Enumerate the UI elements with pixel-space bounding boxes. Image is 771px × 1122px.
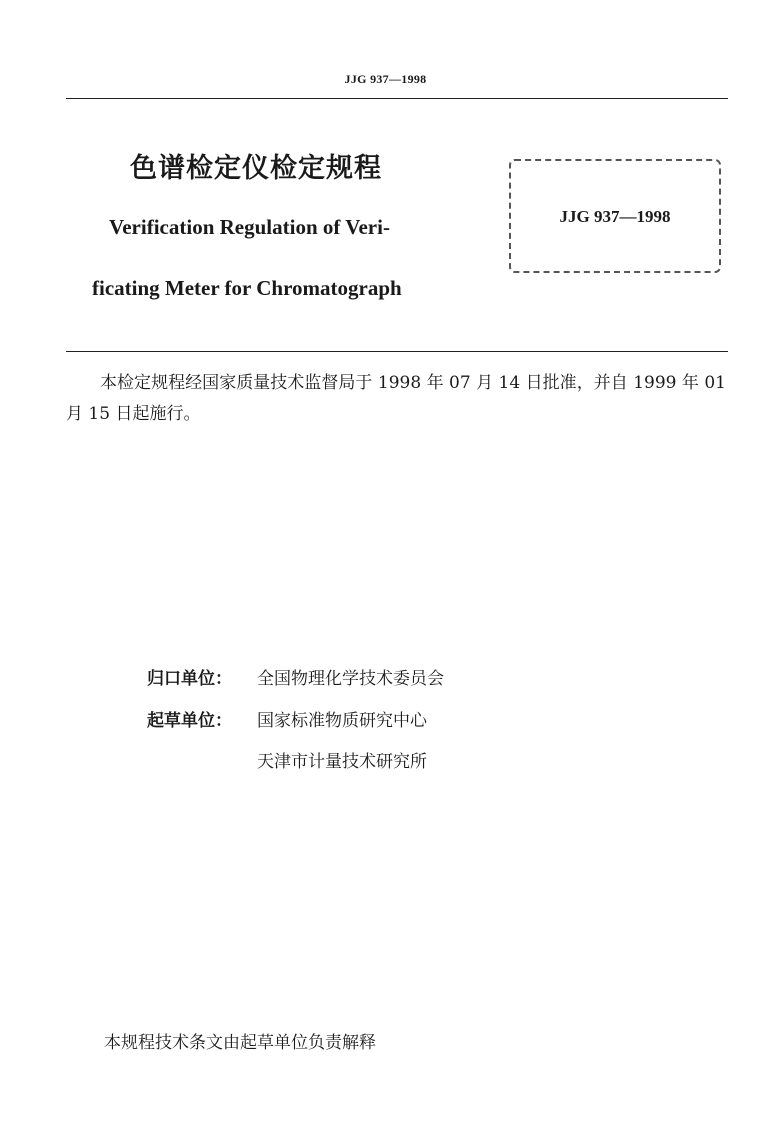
document-title-english-line2: ficating Meter for Chromatograph bbox=[92, 276, 402, 300]
document-title-english-line1: Verification Regulation of Veri- bbox=[109, 215, 390, 239]
drafting-unit-value-2: 天津市计量技术研究所 bbox=[257, 752, 427, 772]
responsible-unit-value: 全国物理化学技术委员会 bbox=[257, 669, 444, 689]
header-standard-code: JJG 937—1998 bbox=[344, 72, 427, 86]
responsible-unit-label: 归口单位： bbox=[147, 669, 232, 689]
drafting-unit-label: 起草单位： bbox=[147, 711, 232, 731]
approval-statement: 本检定规程经国家质量技术监督局于 1998 年 07 月 14 日批准，并自 1999 年 01 月 15 日起施行。 bbox=[66, 373, 726, 424]
interpretation-note: 本规程技术条文由起草单位负责解释 bbox=[104, 1033, 376, 1053]
drafting-unit-row bbox=[147, 706, 427, 731]
header-divider bbox=[66, 98, 728, 99]
drafting-unit-value-1: 国家标准物质研究中心 bbox=[257, 711, 427, 731]
responsible-unit-row bbox=[147, 664, 444, 689]
standard-code-box-label: JJG 937—1998 bbox=[559, 207, 671, 226]
section-divider bbox=[66, 351, 728, 352]
drafting-unit-row-2 bbox=[147, 747, 427, 772]
document-title-chinese: 色谱检定仪检定规程 bbox=[130, 153, 382, 184]
